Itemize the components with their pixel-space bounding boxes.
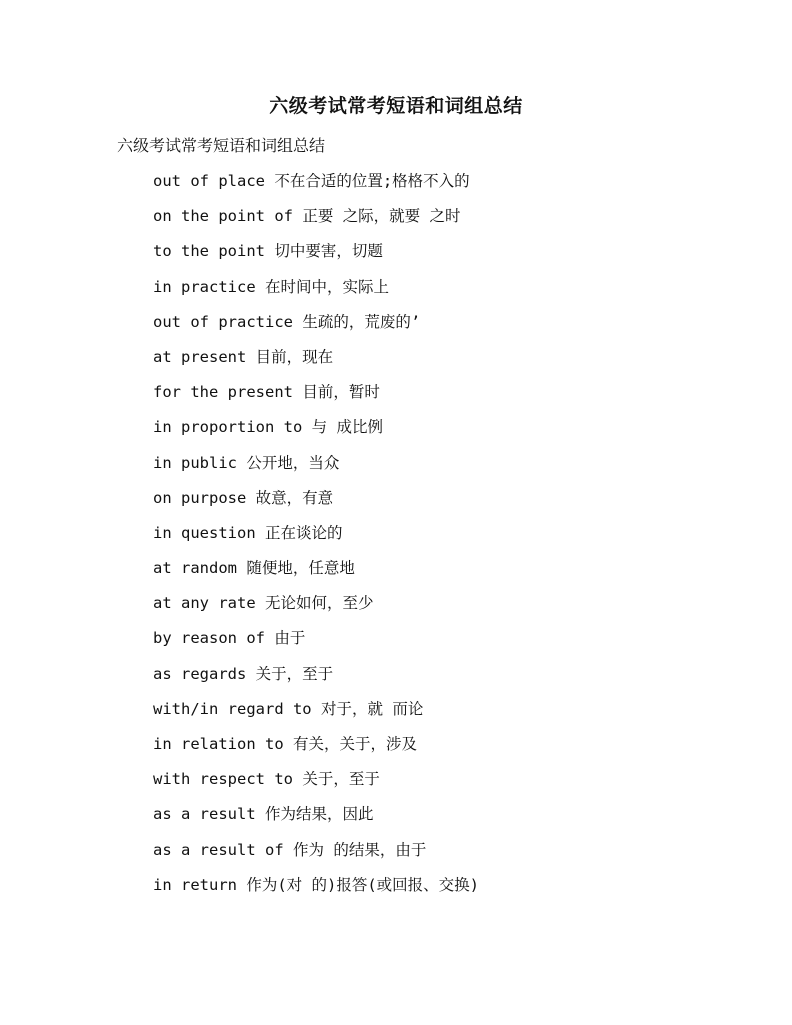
phrase-item xyxy=(153,800,479,835)
document-subtitle: 六级考试常考短语和词组总结 xyxy=(117,136,326,155)
phrase-chinese: 无论如何，至少 xyxy=(265,594,374,613)
document-title: 六级考试常考短语和词组总结 xyxy=(269,95,523,117)
phrase-english: in public xyxy=(153,453,237,472)
phrase-chinese: 随便地，任意地 xyxy=(246,559,355,578)
phrase-english: at random xyxy=(153,559,237,578)
phrase-chinese: 有关，关于，涉及 xyxy=(293,735,418,753)
phrase-chinese: 在时间中，实际上 xyxy=(265,277,390,296)
phrase-chinese: 由于 xyxy=(274,629,306,648)
phrase-english: with respect to xyxy=(153,770,293,789)
phrase-item xyxy=(153,167,479,202)
phrase-item xyxy=(153,730,479,765)
phrase-english: out of place xyxy=(153,172,265,190)
phrase-chinese: 关于，至于 xyxy=(255,664,334,683)
phrase-english: with/in regard to xyxy=(153,699,312,718)
phrase-item xyxy=(153,308,479,343)
phrase-english: for the present xyxy=(153,383,293,402)
phrase-item xyxy=(153,343,479,378)
phrase-item xyxy=(153,624,479,659)
phrase-list xyxy=(153,167,479,906)
phrase-item xyxy=(153,554,479,589)
phrase-chinese: 目前，暂时 xyxy=(302,383,380,402)
phrase-english: in practice xyxy=(153,277,256,296)
phrase-chinese: 切中要害，切题 xyxy=(274,242,383,261)
phrase-item xyxy=(153,237,479,272)
phrase-chinese: 作为(对 的)报答(或回报、交换) xyxy=(246,875,480,894)
phrase-item xyxy=(153,519,479,554)
phrase-item xyxy=(153,836,479,871)
phrase-chinese: 关于，至于 xyxy=(302,770,380,789)
phrase-english: on the point of xyxy=(153,207,293,226)
phrase-item xyxy=(153,449,479,484)
phrase-english: in proportion to xyxy=(153,418,303,437)
phrase-english: at present xyxy=(153,347,247,366)
phrase-chinese: 作为 的结果，由于 xyxy=(293,840,427,859)
phrase-chinese: 对于，就 而论 xyxy=(320,699,424,718)
phrase-chinese: 故意，有意 xyxy=(255,488,334,507)
phrase-chinese: 不在合适的位置;格格不入的 xyxy=(274,172,470,190)
phrase-chinese: 生疏的，荒废的’ xyxy=(302,312,421,331)
phrase-english: on purpose xyxy=(153,488,247,507)
phrase-chinese: 正在谈论的 xyxy=(265,523,343,542)
phrase-chinese: 公开地，当众 xyxy=(246,453,340,472)
phrase-english: as a result xyxy=(153,805,256,824)
phrase-item xyxy=(153,871,479,906)
phrase-english: as a result of xyxy=(153,840,284,859)
phrase-item xyxy=(153,660,479,695)
phrase-english: in question xyxy=(153,523,256,542)
phrase-english: in return xyxy=(153,875,237,894)
phrase-item xyxy=(153,484,479,519)
phrase-item xyxy=(153,378,479,413)
phrase-english: at any rate xyxy=(153,594,256,613)
phrase-english: to the point xyxy=(153,242,265,261)
phrase-item xyxy=(153,695,479,730)
phrase-chinese: 作为结果，因此 xyxy=(265,805,374,824)
phrase-english: by reason of xyxy=(153,629,265,648)
phrase-item xyxy=(153,589,479,624)
phrase-english: out of practice xyxy=(153,312,293,331)
phrase-chinese: 与 成比例 xyxy=(311,418,383,437)
phrase-item xyxy=(153,273,479,308)
phrase-chinese: 目前，现在 xyxy=(255,347,334,366)
phrase-item xyxy=(153,413,479,448)
phrase-item xyxy=(153,765,479,800)
phrase-english: in relation to xyxy=(153,735,284,753)
phrase-chinese: 正要 之际，就要 之时 xyxy=(302,207,461,226)
phrase-english: as regards xyxy=(153,664,247,683)
phrase-item xyxy=(153,202,479,237)
